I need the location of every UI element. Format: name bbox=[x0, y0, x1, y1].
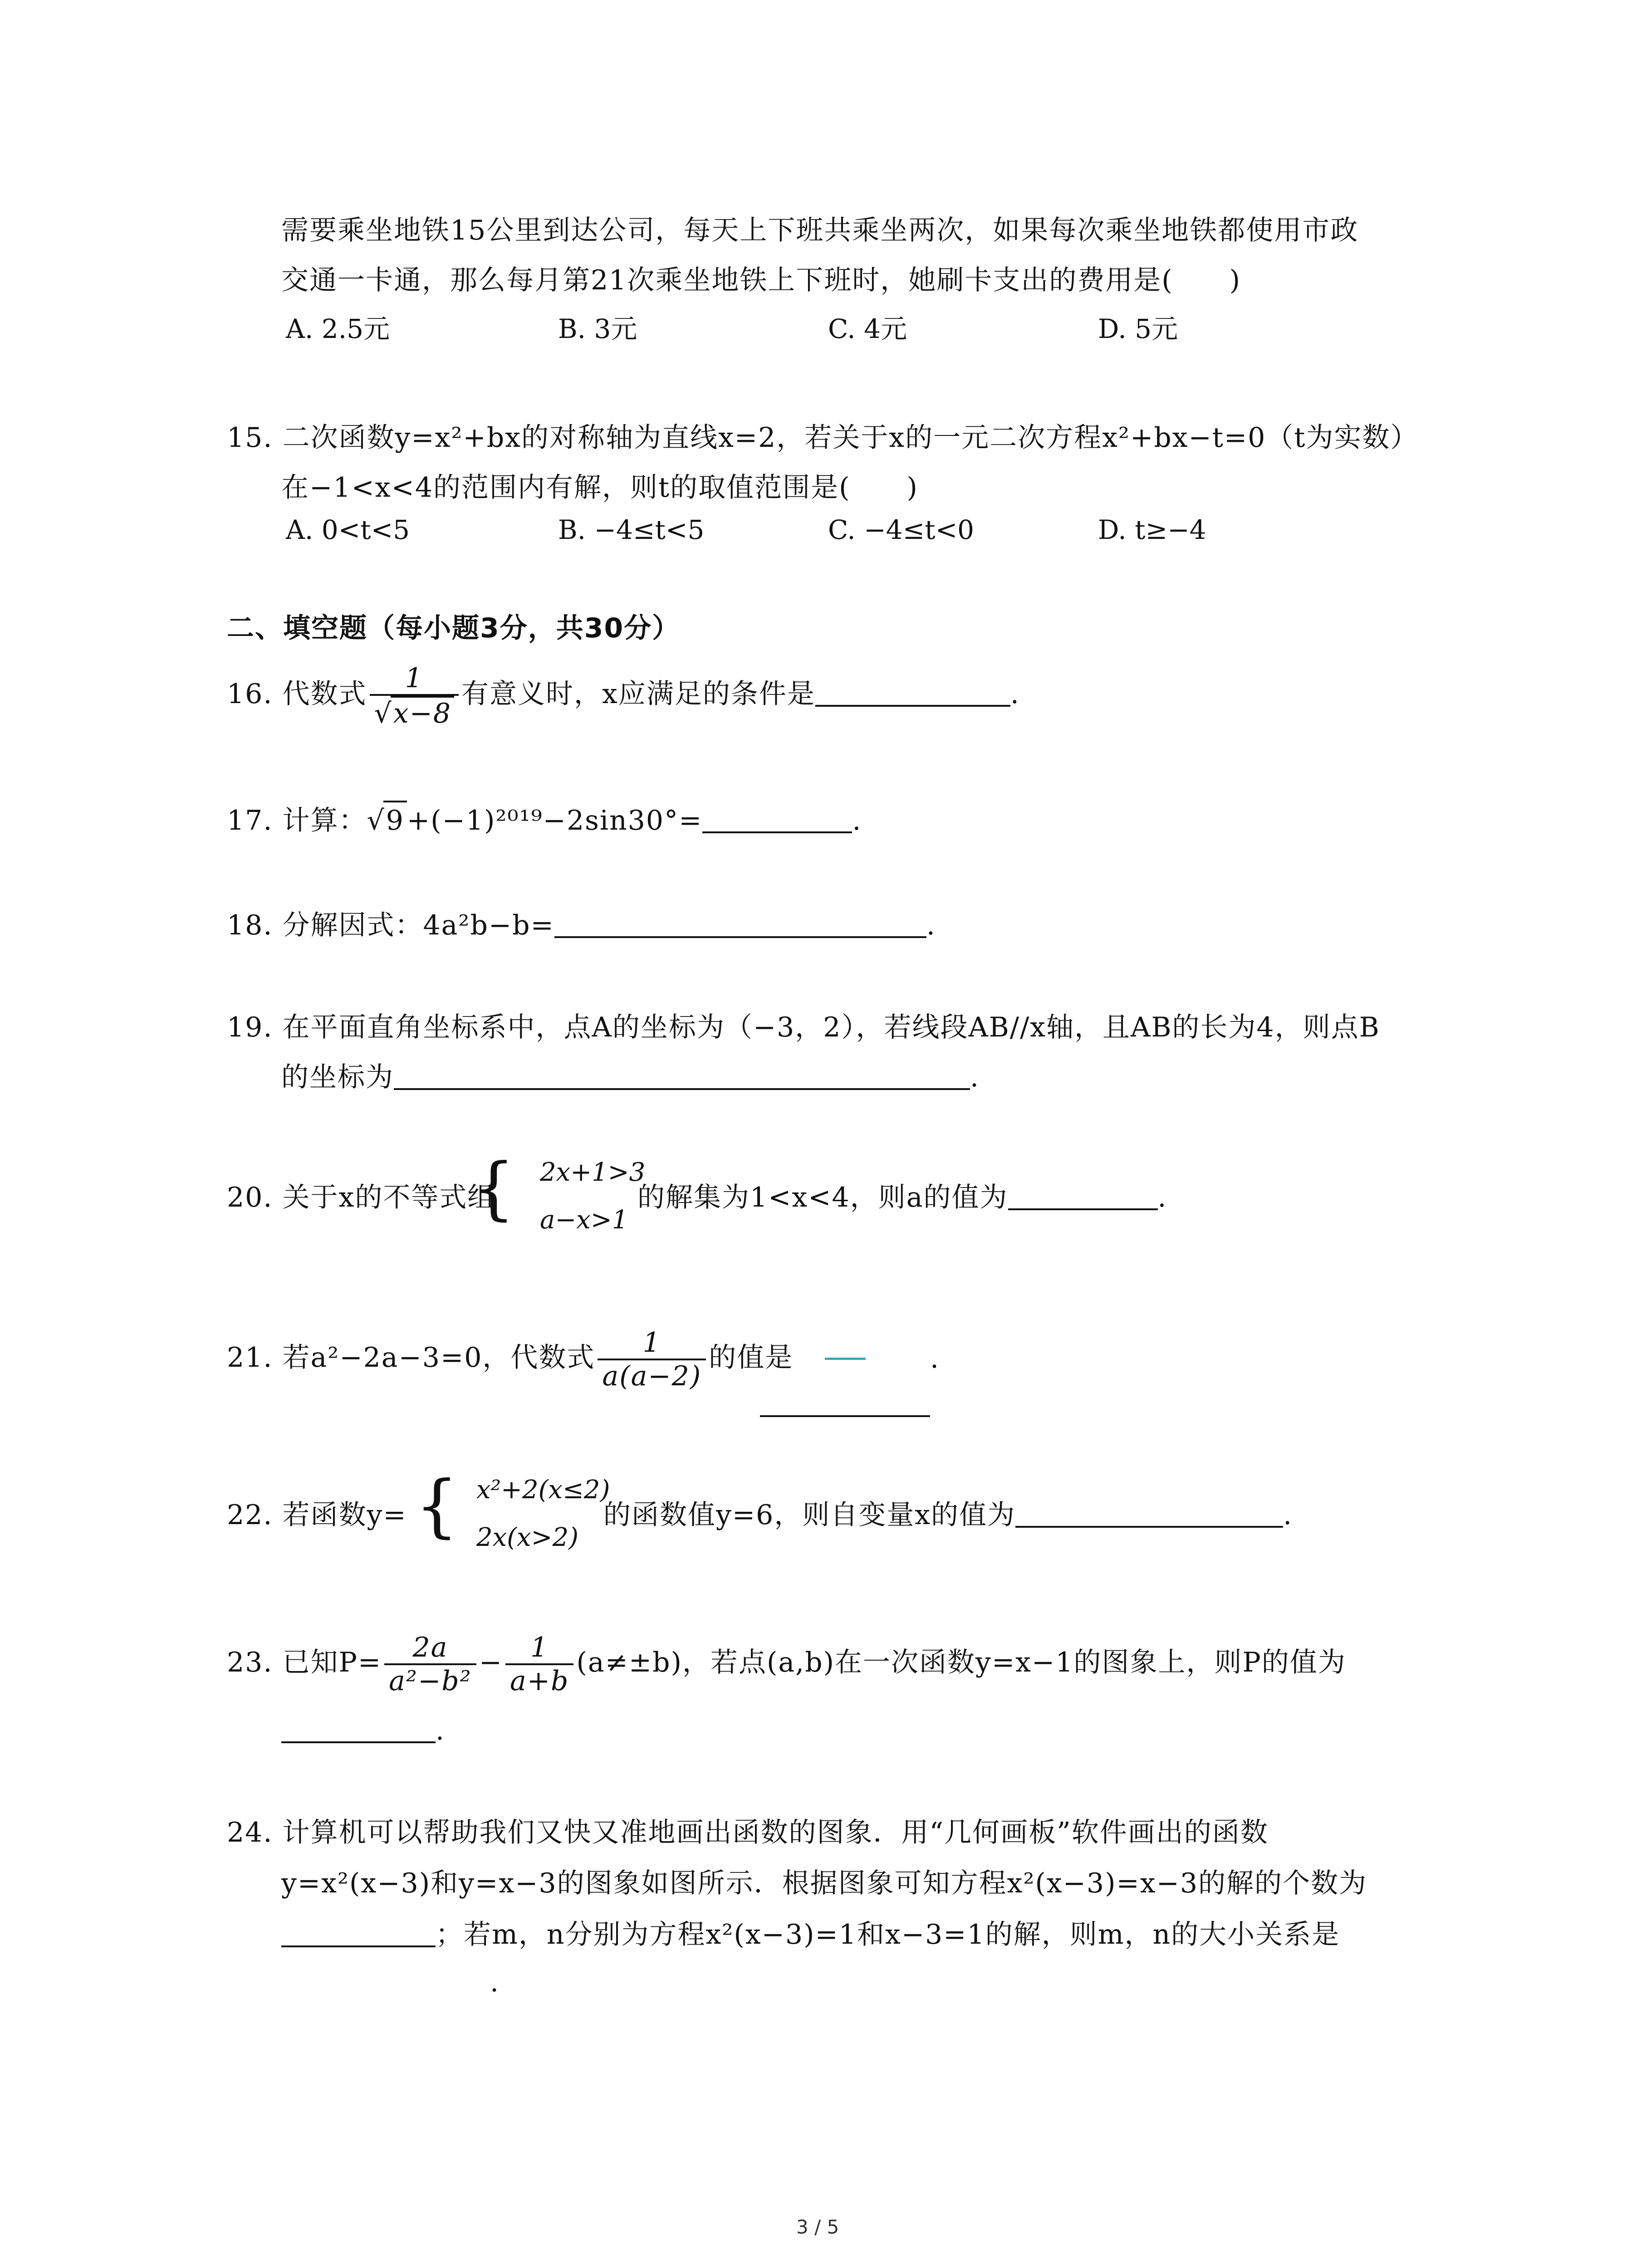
q20-left-brace: { bbox=[472, 1149, 515, 1228]
q23-denominator-2: a+b bbox=[509, 1665, 569, 1697]
q15-option-b: B. −4≤t<5 bbox=[558, 514, 705, 545]
q18-period: . bbox=[926, 909, 936, 941]
q23-minus: − bbox=[479, 1647, 503, 1678]
q21-prefix: 21. 若a²−2a−3=0，代数式 bbox=[227, 1342, 595, 1374]
q24-period: . bbox=[490, 1966, 500, 1998]
q24-line-3-text: ；若m，n分别为方程x²(x−3)=1和x−3=1的解，则m，n的大小关系是 bbox=[436, 1919, 1340, 1950]
q23-numerator-1: 2a bbox=[384, 1632, 476, 1665]
q18-answer-blank[interactable] bbox=[554, 909, 926, 938]
q21-answer-blank[interactable] bbox=[760, 1388, 930, 1417]
q21 bbox=[227, 1324, 793, 1392]
q16-answer-blank[interactable] bbox=[815, 678, 1010, 707]
q23-period: . bbox=[436, 1715, 446, 1746]
q17-answer-blank[interactable] bbox=[702, 804, 852, 833]
q23-denominator-1: a²−b² bbox=[389, 1665, 472, 1697]
page-number: 3 / 5 bbox=[796, 2216, 839, 2238]
q20-inequality-1: 2x+1>3 bbox=[540, 1158, 646, 1187]
q14-option-d: D. 5元 bbox=[1098, 313, 1178, 344]
q17 bbox=[227, 801, 862, 839]
q22-left-brace: { bbox=[415, 1466, 459, 1545]
q23-prefix: 23. 已知P= bbox=[227, 1647, 382, 1678]
q17-radicand: 9 bbox=[383, 801, 407, 839]
q15-option-a: A. 0<t<5 bbox=[286, 514, 410, 545]
q16-period: . bbox=[1010, 678, 1020, 710]
q17-expression: +(−1)²⁰¹⁹−2sin30°= bbox=[407, 805, 703, 836]
q20-suffix: 的解集为1<x<4，则a的值为 bbox=[637, 1182, 1008, 1213]
q14-option-b: B. 3元 bbox=[558, 313, 637, 344]
q23 bbox=[227, 1628, 1346, 1697]
q21-fraction bbox=[598, 1327, 706, 1392]
q16-suffix: 有意义时，x应满足的条件是 bbox=[461, 678, 815, 710]
q19-line-1: 19. 在平面直角坐标系中，点A的坐标为（−3，2），若线段AB//x轴，且AB的长为4，则点B bbox=[227, 1012, 1380, 1043]
q22-rest bbox=[603, 1497, 1293, 1533]
q24-answer-blank-1[interactable] bbox=[281, 1918, 436, 1947]
q21-period: . bbox=[930, 1343, 940, 1374]
q23-answer-blank[interactable] bbox=[281, 1714, 436, 1743]
q20-prefix: 20. 关于x的不等式组 bbox=[227, 1182, 496, 1213]
q22-answer-blank[interactable] bbox=[1015, 1499, 1283, 1528]
q14-line-2: 交通一卡通，那么每月第21次乘坐地铁上下班时，她刷卡支出的费用是( ) bbox=[281, 264, 1241, 296]
q15-option-d: D. t≥−4 bbox=[1098, 514, 1206, 545]
teal-dash-mark bbox=[825, 1358, 866, 1360]
q16-denominator: √x−8 bbox=[370, 696, 459, 729]
q15-line-1: 15. 二次函数y=x²+bx的对称轴为直线x=2，若关于x的一元二次方程x²+bx−t=0（t为实数） bbox=[227, 422, 1419, 454]
q17-prefix: 17. 计算： bbox=[227, 805, 367, 836]
q14-option-a: A. 2.5元 bbox=[286, 313, 390, 344]
q18-text: 18. 分解因式：4a²b−b= bbox=[227, 909, 554, 941]
q19-line-2 bbox=[281, 1059, 980, 1095]
q22-case-2: 2x(x>2) bbox=[476, 1523, 579, 1552]
q22-prefix: 22. 若函数y= bbox=[227, 1499, 407, 1531]
q24-line-3 bbox=[281, 1916, 1340, 1953]
q20-rest bbox=[637, 1179, 1167, 1216]
q18 bbox=[227, 907, 936, 943]
q21-numerator: 1 bbox=[598, 1327, 706, 1360]
q16-radicand: x−8 bbox=[391, 696, 454, 729]
q24-line-2: y=x²(x−3)和y=x−3的图象如图所示．根据图象可知方程x²(x−3)=x−3的解的个数为 bbox=[281, 1867, 1367, 1899]
q24-answer-blank-2[interactable] bbox=[281, 1966, 490, 1995]
q21-denominator: a(a−2) bbox=[602, 1360, 702, 1393]
q24-line-4 bbox=[281, 1964, 500, 2000]
q23-suffix: (a≠±b)，若点(a,b)在一次函数y=x−1的图象上，则P的值为 bbox=[576, 1647, 1346, 1678]
q16 bbox=[227, 662, 1020, 729]
q19-period: . bbox=[970, 1061, 980, 1093]
q23-fraction-2 bbox=[505, 1632, 573, 1697]
q23-fraction-1 bbox=[384, 1632, 476, 1697]
q22-case-1: x²+2(x≤2) bbox=[476, 1475, 610, 1505]
q15-line-2: 在−1<x<4的范围内有解，则t的取值范围是( ) bbox=[281, 472, 918, 503]
q20-period: . bbox=[1157, 1182, 1167, 1213]
q24-line-1: 24. 计算机可以帮助我们又快又准地画出函数的图象．用“几何画板”软件画出的函数 bbox=[227, 1817, 1269, 1848]
q14-line-1: 需要乘坐地铁15公里到达公司，每天上下班共乘坐两次，如果每次乘坐地铁都使用市政 bbox=[281, 215, 1359, 246]
q20-answer-blank[interactable] bbox=[1008, 1181, 1158, 1210]
q21-suffix: 的值是 bbox=[709, 1342, 794, 1374]
q22-suffix: 的函数值y=6，则自变量x的值为 bbox=[603, 1499, 1016, 1531]
q15-option-c: C. −4≤t<0 bbox=[828, 514, 975, 545]
q19-answer-blank[interactable] bbox=[394, 1061, 970, 1090]
q16-numerator: 1 bbox=[370, 662, 459, 696]
q16-fraction bbox=[370, 662, 459, 729]
q16-prefix: 16. 代数式 bbox=[227, 678, 367, 710]
q14-option-c: C. 4元 bbox=[828, 313, 907, 344]
q23-numerator-2: 1 bbox=[505, 1632, 573, 1665]
sqrt-sign: √ bbox=[367, 805, 385, 836]
q22-period: . bbox=[1283, 1499, 1293, 1531]
q17-period: . bbox=[852, 805, 862, 836]
q19-line-2-text: 的坐标为 bbox=[281, 1061, 394, 1093]
q23-line-2 bbox=[281, 1712, 445, 1749]
q20-inequality-2: a−x>1 bbox=[540, 1205, 628, 1235]
section-2-title: 二、填空题（每小题3分，共30分） bbox=[227, 612, 681, 644]
